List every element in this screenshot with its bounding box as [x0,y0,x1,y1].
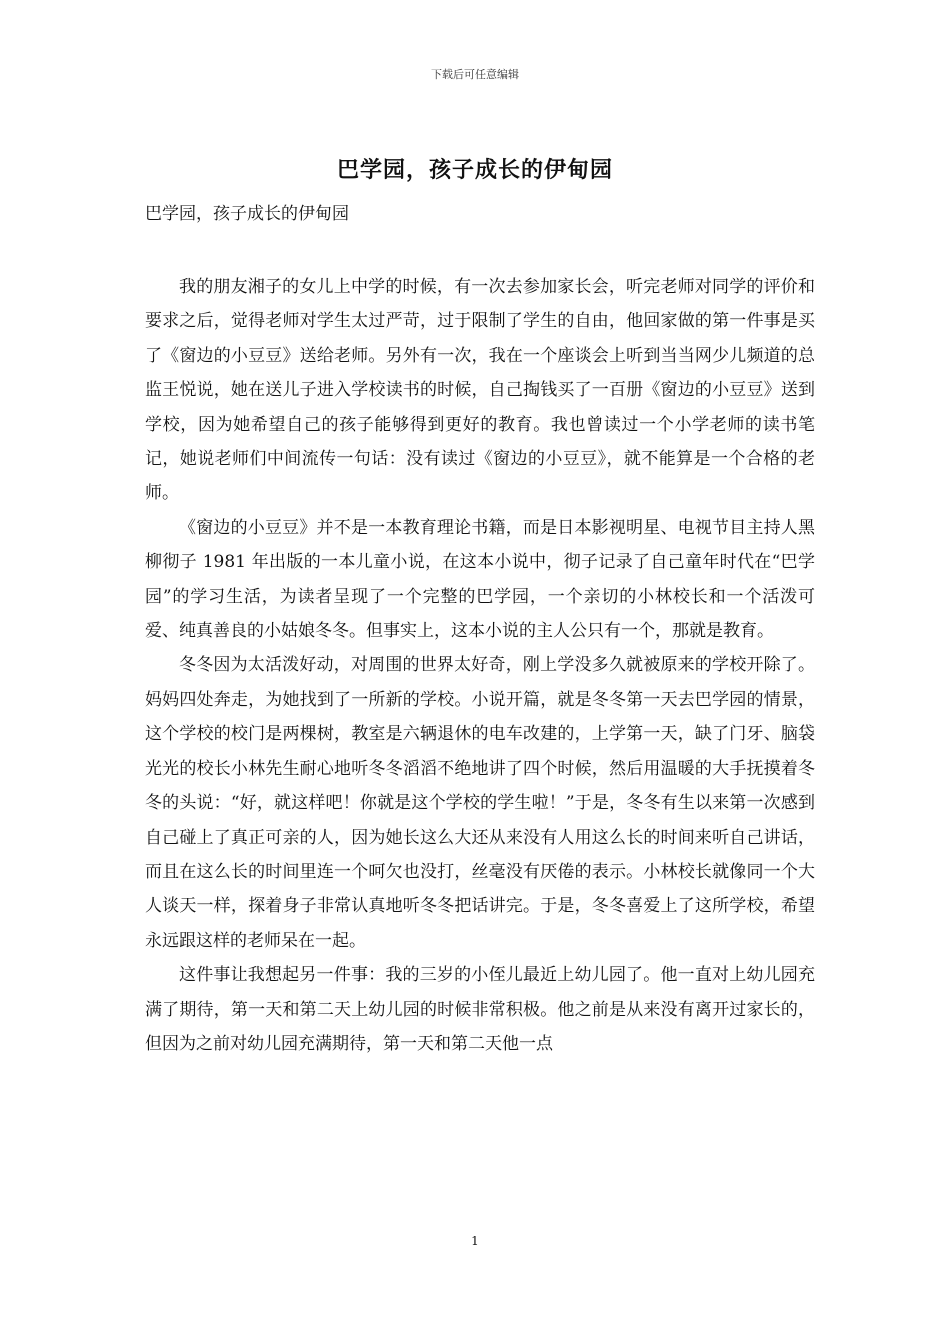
paragraph: 这件事让我想起另一件事：我的三岁的小侄儿最近上幼儿园了。他一直对上幼儿园充满了期待，第一天和第二天上幼儿园的时候非常积极。他之前是从来没有离开过家长的，但因为之前对幼儿园充满期待，第一天和第二天他一点 [145,965,815,1054]
document-body [145,270,815,1061]
document-title: 巴学园，孩子成长的伊甸园 [336,157,613,183]
paragraph: 《窗边的小豆豆》并不是一本教育理论书籍，而是日本影视明星、电视节目主持人黑柳彻子 1981 年出版的一本儿童小说，在这本小说中，彻子记录了自己童年时代在“巴学园”的学习生活，为读者呈现了一个完整的巴学园，一个亲切的小林校长和一个活泼可爱、纯真善良的小姑娘冬冬。但事实上，这本小说的主人公只有一个，那就是教育。 [145,517,815,642]
paragraph: 我的朋友湘子的女儿上中学的时候，有一次去参加家长会，听完老师对同学的评价和要求之后，觉得老师对学生太过严苛，过于限制了学生的自由，他回家做的第一件事是买了《窗边的小豆豆》送给老师。另外有一次，我在一个座谈会上听到当当网少儿频道的总监王悦说，她在送儿子进入学校读书的时候，自己掏钱买了一百册《窗边的小豆豆》送到学校，因为她希望自己的孩子能够得到更好的教育。我也曾读过一个小学老师的读书笔记，她说老师们中间流传一句话：没有读过《窗边的小豆豆》，就不能算是一个合格的老师。 [145,277,815,504]
page-number: 1 [471,1234,479,1248]
paragraph: 冬冬因为太活泼好动，对周围的世界太好奇，刚上学没多久就被原来的学校开除了。妈妈四处奔走，为她找到了一所新的学校。小说开篇，就是冬冬第一天去巴学园的情景，这个学校的校门是两棵树，教室是六辆退休的电车改建的，上学第一天，缺了门牙、脑袋光光的校长小林先生耐心地听冬冬滔滔不绝地讲了四个时候，然后用温暖的大手抚摸着冬冬的头说：“好，就这样吧！你就是这个学校的学生啦！”于是，冬冬有生以来第一次感到自己碰上了真正可亲的人，因为她长这么大还从来没有人用这么长的时间来听自己讲话，而且在这么长的时间里连一个呵欠也没打，丝毫没有厌倦的表示。小林校长就像同一个大人谈天一样，探着身子非常认真地听冬冬把话讲完。于是，冬冬喜爱上了这所学校，希望永远跟这样的老师呆在一起。 [145,655,815,951]
header-note: 下载后可任意编辑 [431,68,519,81]
document-subtitle: 巴学园，孩子成长的伊甸园 [145,204,349,224]
